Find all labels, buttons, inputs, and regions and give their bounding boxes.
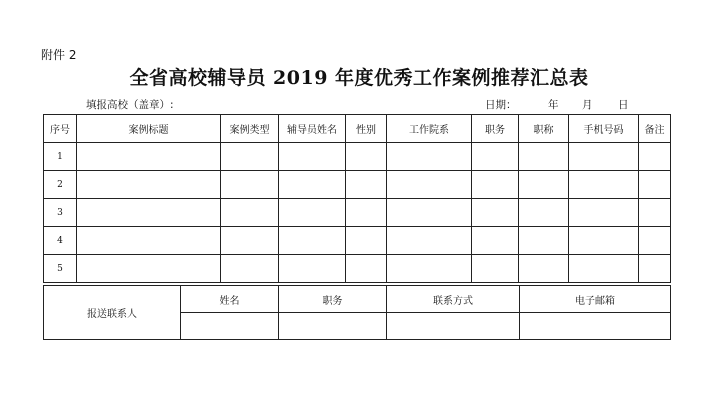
header-cell: 职务 [472,115,519,143]
table-row [44,199,671,227]
table-row [44,227,671,255]
header-cell: 手机号码 [569,115,639,143]
cell[interactable] [346,255,387,283]
cell[interactable] [77,171,221,199]
cell[interactable] [221,171,279,199]
cell[interactable] [639,171,671,199]
cell[interactable] [346,143,387,171]
row-number: 1 [44,143,77,171]
header-cell: 案例标题 [77,115,221,143]
cell[interactable] [519,255,569,283]
header-cell: 辅导员姓名 [279,115,346,143]
cell[interactable] [387,227,472,255]
cell[interactable] [77,199,221,227]
table-row [44,171,671,199]
contact-header-cell: 职务 [279,286,387,313]
cell[interactable] [639,227,671,255]
cell[interactable] [472,199,519,227]
cell[interactable] [519,143,569,171]
cell[interactable] [279,199,346,227]
row-number: 5 [44,255,77,283]
cell[interactable] [387,199,472,227]
contact-title-cell[interactable] [279,313,387,340]
contact-table [43,285,671,340]
cell[interactable] [279,255,346,283]
page-title: 全省高校辅导员 2019 年度优秀工作案例推荐汇总表 [129,67,589,89]
header-cell: 案例类型 [221,115,279,143]
contact-header-cell: 联系方式 [387,286,520,313]
table-row [44,255,671,283]
cell[interactable] [221,255,279,283]
row-number: 2 [44,171,77,199]
cell[interactable] [639,143,671,171]
cell[interactable] [519,227,569,255]
cell[interactable] [569,227,639,255]
cell[interactable] [472,171,519,199]
fill-school-label: 填报高校（盖章）: [86,99,174,111]
cell[interactable] [569,171,639,199]
header-cell: 序号 [44,115,77,143]
contact-header-cell: 姓名 [181,286,279,313]
cell[interactable] [569,143,639,171]
cell[interactable] [77,143,221,171]
attachment-label: 附件 2 [41,48,77,62]
cell[interactable] [387,143,472,171]
cell[interactable] [221,199,279,227]
cell[interactable] [472,227,519,255]
date-day: 日 [618,99,629,111]
cell[interactable] [387,171,472,199]
contact-label: 报送联系人 [44,286,181,340]
cell[interactable] [221,143,279,171]
cell[interactable] [279,143,346,171]
table-header-row [44,115,671,143]
cell[interactable] [569,255,639,283]
date-label: 日期： [485,99,517,111]
cell[interactable] [346,227,387,255]
cell[interactable] [472,143,519,171]
cell[interactable] [387,255,472,283]
case-summary-table [43,114,671,283]
date-year: 年 [548,99,559,111]
cell[interactable] [221,227,279,255]
header-cell: 备注 [639,115,671,143]
contact-email-cell[interactable] [520,313,671,340]
cell[interactable] [77,227,221,255]
cell[interactable] [519,199,569,227]
header-cell: 职称 [519,115,569,143]
cell[interactable] [519,171,569,199]
header-cell: 性别 [346,115,387,143]
cell[interactable] [639,255,671,283]
cell[interactable] [346,199,387,227]
row-number: 4 [44,227,77,255]
cell[interactable] [346,171,387,199]
cell[interactable] [77,255,221,283]
contact-name-cell[interactable] [181,313,279,340]
cell[interactable] [472,255,519,283]
contact-header-cell: 电子邮箱 [520,286,671,313]
cell[interactable] [279,227,346,255]
contact-phone-cell[interactable] [387,313,520,340]
header-cell: 工作院系 [387,115,472,143]
cell[interactable] [569,199,639,227]
contact-header-row [44,286,671,313]
cell[interactable] [639,199,671,227]
table-row [44,143,671,171]
row-number: 3 [44,199,77,227]
date-month: 月 [582,99,593,111]
cell[interactable] [279,171,346,199]
